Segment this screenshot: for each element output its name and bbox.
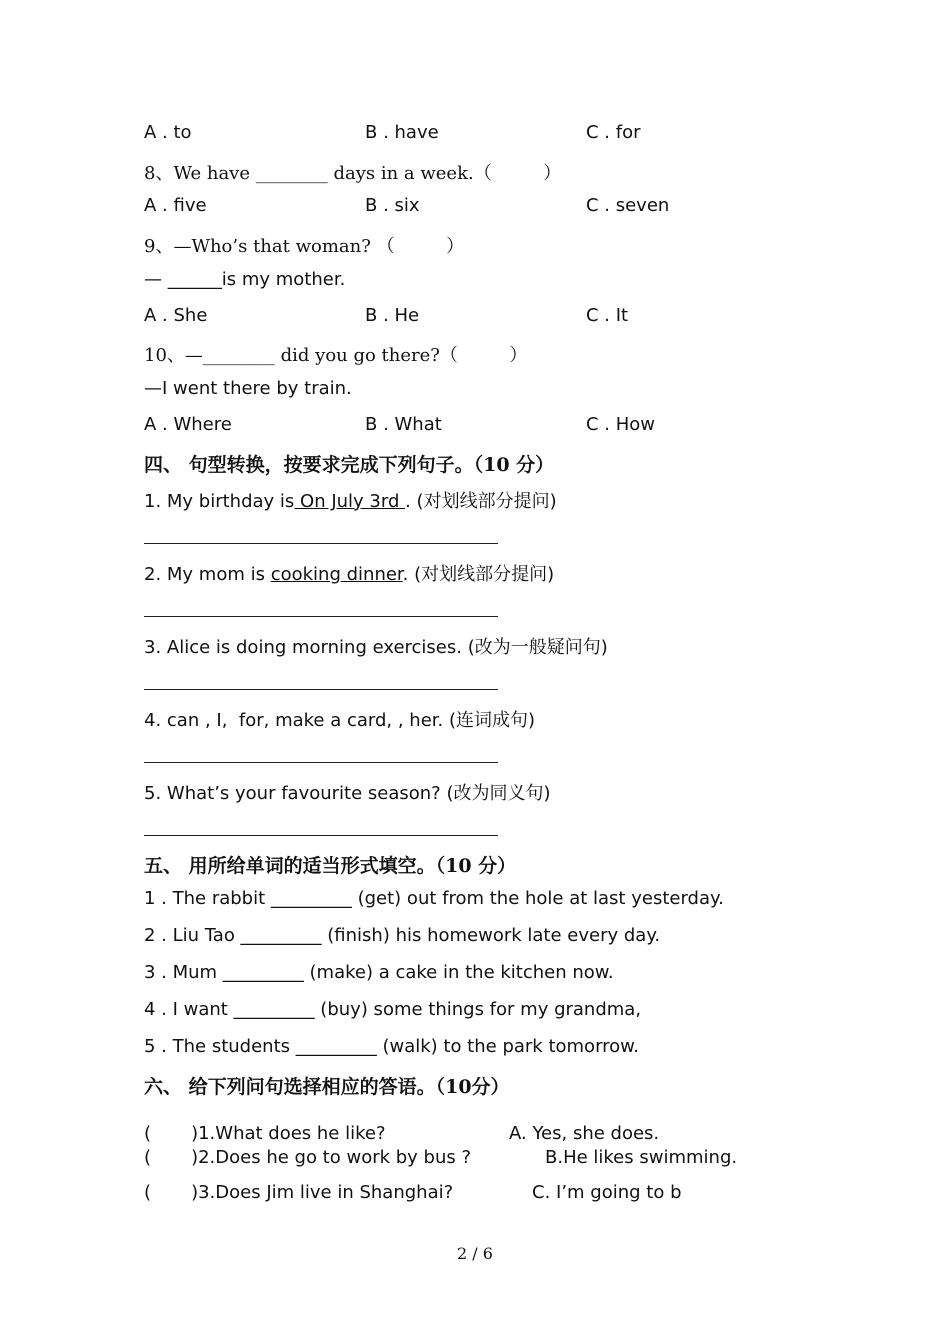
q7-option-c: C . for	[586, 122, 641, 143]
item-instruction: . (对划线部分提问)	[402, 564, 555, 585]
answer-line	[144, 616, 498, 617]
section5-heading: 五、 用所给单词的适当形式填空。（10 分）	[144, 855, 517, 877]
section4-item-5: 5. What’s your favourite season? (改为同义句)	[144, 783, 551, 804]
section5-item-4: 4 . I want _________ (buy) some things for my grandma,	[144, 999, 642, 1020]
underlined-phrase: On July 3rd	[294, 491, 406, 512]
answer-line	[144, 835, 498, 836]
q10-reply: —I went there by train.	[144, 378, 352, 399]
section6-heading: 六、 给下列问句选择相应的答语。（10分）	[144, 1076, 510, 1098]
section4-item-4: 4. can , I, for, make a card, , her. (连词成句)	[144, 710, 535, 731]
item-text: 1. My birthday is	[144, 491, 295, 512]
item-instruction: . (对划线部分提问)	[405, 491, 557, 512]
section6-question-3: ( )3.Does Jim live in Shanghai?	[144, 1182, 454, 1203]
section6-answer-c: C. I’m going to b	[532, 1182, 682, 1203]
answer-line	[144, 762, 498, 763]
section6-answer-b: B.He likes swimming.	[545, 1147, 738, 1168]
section4-heading: 四、 句型转换，按要求完成下列句子。（10 分）	[144, 454, 555, 476]
q8-option-a: A . five	[144, 195, 207, 216]
q9-option-c: C . It	[586, 305, 629, 326]
answer-line	[144, 543, 498, 544]
underlined-phrase: cooking dinner	[270, 564, 403, 585]
section6-answer-a: A. Yes, she does.	[509, 1123, 660, 1144]
q10-option-a: A . Where	[144, 414, 232, 435]
page-number: 2 / 6	[457, 1244, 493, 1263]
q9-option-b: B . He	[365, 305, 420, 326]
q9-reply: — ______is my mother.	[144, 269, 346, 290]
item-text: 2. My mom is	[144, 564, 271, 585]
q8-question: 8、We have ________ days in a week.（ ）	[144, 163, 562, 184]
q10-option-c: C . How	[586, 414, 656, 435]
q10-option-b: B . What	[365, 414, 442, 435]
q7-option-b: B . have	[365, 122, 439, 143]
answer-line	[144, 689, 498, 690]
section4-item-1	[144, 487, 557, 513]
section5-item-5: 5 . The students _________ (walk) to the park tomorrow.	[144, 1036, 639, 1057]
q10-question: 10、—________ did you go there?（ ）	[144, 345, 528, 366]
section6-question-1: ( )1.What does he like?	[144, 1123, 386, 1144]
section5-item-3: 3 . Mum _________ (make) a cake in the kitchen now.	[144, 962, 614, 983]
section5-item-1: 1 . The rabbit _________ (get) out from the hole at last yesterday.	[144, 888, 724, 909]
q9-option-a: A . She	[144, 305, 208, 326]
q8-option-b: B . six	[365, 195, 420, 216]
q9-question: 9、—Who’s that woman? （ ）	[144, 236, 465, 257]
section5-item-2: 2 . Liu Tao _________ (finish) his homework late every day.	[144, 925, 661, 946]
section4-item-2	[144, 560, 554, 586]
q7-option-a: A . to	[144, 122, 192, 143]
q8-option-c: C . seven	[586, 195, 670, 216]
section6-question-2: ( )2.Does he go to work by bus ?	[144, 1147, 472, 1168]
section4-item-3: 3. Alice is doing morning exercises. (改为一般疑问句)	[144, 637, 608, 658]
